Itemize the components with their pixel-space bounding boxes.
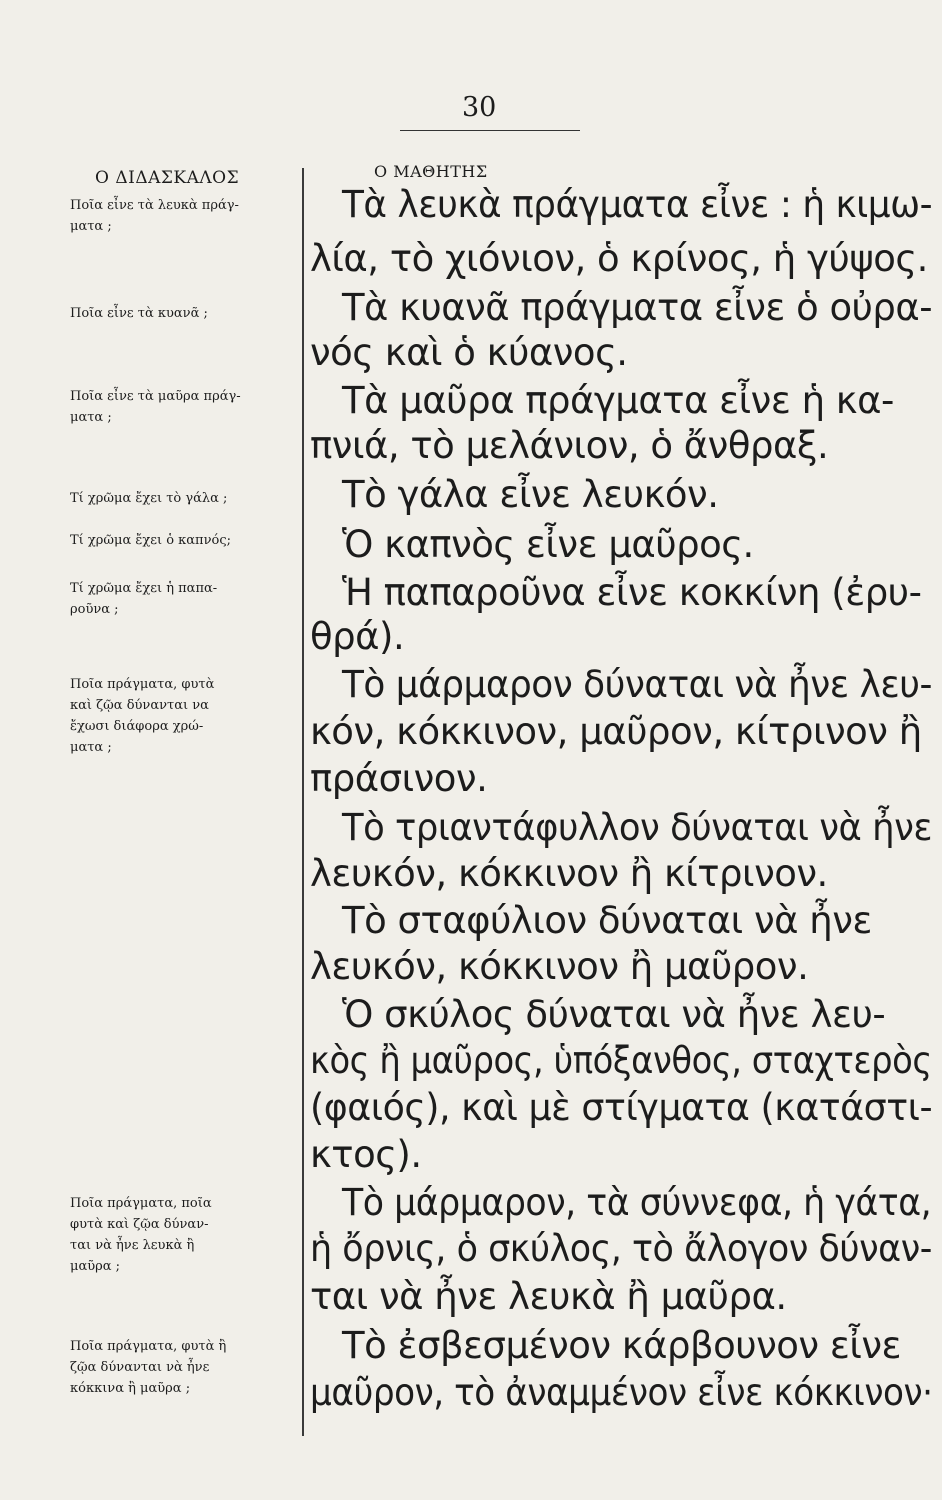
- question-line: Τί χρῶμα ἔχει ἡ παπα-: [70, 581, 218, 596]
- question-2: [70, 303, 208, 324]
- question-7: [70, 674, 214, 758]
- question-8: [70, 1193, 212, 1277]
- answer-line: Ὁ καπνὸς εἶνε μαῦρος.: [342, 523, 754, 566]
- question-line: ἔχωσι διάφορα χρώ-: [70, 719, 204, 734]
- top-rule: [400, 130, 580, 131]
- question-line: Τί χρῶμα ἔχει τὸ γάλα ;: [70, 491, 228, 506]
- question-line: φυτὰ καὶ ζῷα δύναν-: [70, 1217, 209, 1232]
- question-line: Ποῖα εἶνε τὰ λευκὰ πράγ-: [70, 198, 239, 213]
- question-9: [70, 1336, 226, 1399]
- answer-line: Τὸ μάρμαρον, τὰ σύννεφα, ἡ γάτα,: [342, 1181, 932, 1224]
- answer-line: μαῦρον, τὸ ἀναμμένον εἶνε κόκκινον·: [310, 1371, 933, 1414]
- question-line: καὶ ζῷα δύνανται να: [70, 698, 209, 713]
- answer-line: κόν, κόκκινον, μαῦρον, κίτρινον ἢ: [310, 710, 922, 753]
- answer-line: Τὸ μάρμαρον δύναται νὰ ἦνε λευ-: [342, 663, 932, 706]
- answer-line: Τὸ σταφύλιον δύναται νὰ ἦνε: [342, 899, 872, 942]
- answer-line: ἡ ὄρνις, ὁ σκύλος, τὸ ἄλογον δύναν-: [310, 1227, 932, 1270]
- question-line: Ποῖα εἶνε τὰ μαῦρα πράγ-: [70, 389, 241, 404]
- answer-line: πράσινον.: [310, 757, 488, 800]
- student-header: Ο ΜΑΘΗΤΗΣ: [374, 162, 488, 181]
- question-line: μαῦρα ;: [70, 1259, 121, 1274]
- answer-line: Τὸ τριαντάφυλλον δύναται νὰ ἦνε: [342, 806, 933, 849]
- answer-line: Τὰ λευκὰ πράγματα εἶνε : ἡ κιμω-: [342, 183, 933, 226]
- answer-line: ται νὰ ἦνε λευκὰ ἢ μαῦρα.: [310, 1275, 787, 1318]
- question-line: Ποῖα πράγματα, φυτὰ ἢ: [70, 1339, 227, 1354]
- question-6: [70, 578, 217, 620]
- page-number: 30: [462, 92, 497, 123]
- column-divider: [302, 168, 304, 1436]
- question-line: Τί χρῶμα ἔχει ὁ καπνός;: [70, 533, 231, 548]
- question-line: ται νὰ ἦνε λευκὰ ἢ: [70, 1238, 195, 1253]
- answer-line: θρά).: [310, 615, 405, 658]
- answer-line: Τὸ γάλα εἶνε λευκόν.: [342, 473, 719, 516]
- question-line: ζῷα δύνανται νὰ ἦνε: [70, 1360, 210, 1375]
- teacher-header: Ο ΔΙΔΑΣΚΑΛΟΣ: [95, 168, 240, 188]
- answer-line: Ἡ παπαροῦνα εἶνε κοκκίνη (ἐρυ-: [342, 571, 922, 614]
- question-5: [70, 530, 231, 551]
- answer-line: λευκόν, κόκκινον ἢ κίτρινον.: [310, 852, 828, 895]
- question-line: ματα ;: [70, 219, 112, 234]
- question-line: κόκκινα ἢ μαῦρα ;: [70, 1381, 191, 1396]
- answer-line: Τὰ μαῦρα πράγματα εἶνε ἡ κα-: [342, 379, 894, 422]
- answer-line: πνιά, τὸ μελάνιον, ὁ ἄνθραξ.: [310, 424, 829, 467]
- answer-line: Τὰ κυανᾶ πράγματα εἶνε ὁ οὐρα-: [342, 286, 933, 329]
- answer-line: νός καὶ ὁ κύανος.: [310, 331, 628, 374]
- question-line: Ποῖα πράγματα, ποῖα: [70, 1196, 212, 1211]
- answer-line: κτος).: [310, 1133, 422, 1176]
- question-line: Ποῖα εἶνε τὰ κυανᾶ ;: [70, 306, 208, 321]
- answer-line: λία, τὸ χιόνιον, ὁ κρίνος, ἡ γύψος.: [310, 237, 928, 280]
- answer-line: κὸς ἢ μαῦρος, ὑπόξανθος, σταχτερὸς: [310, 1039, 932, 1082]
- question-3: [70, 386, 241, 428]
- question-line: ματα ;: [70, 410, 112, 425]
- question-4: [70, 488, 227, 509]
- question-line: Ποῖα πράγματα, φυτὰ: [70, 677, 215, 692]
- answer-line: Ὁ σκύλος δύναται νὰ ἦνε λευ-: [342, 993, 886, 1036]
- answer-line: (φαιός), καὶ μὲ στίγματα (κατάστι-: [310, 1086, 933, 1129]
- question-1: [70, 195, 239, 237]
- question-line: ροῦνα ;: [70, 602, 119, 617]
- answer-line: λευκόν, κόκκινον ἢ μαῦρον.: [310, 945, 809, 988]
- question-line: ματα ;: [70, 740, 112, 755]
- answer-line: Τὸ ἐσβεσμένον κάρβουνον εἶνε: [342, 1324, 902, 1367]
